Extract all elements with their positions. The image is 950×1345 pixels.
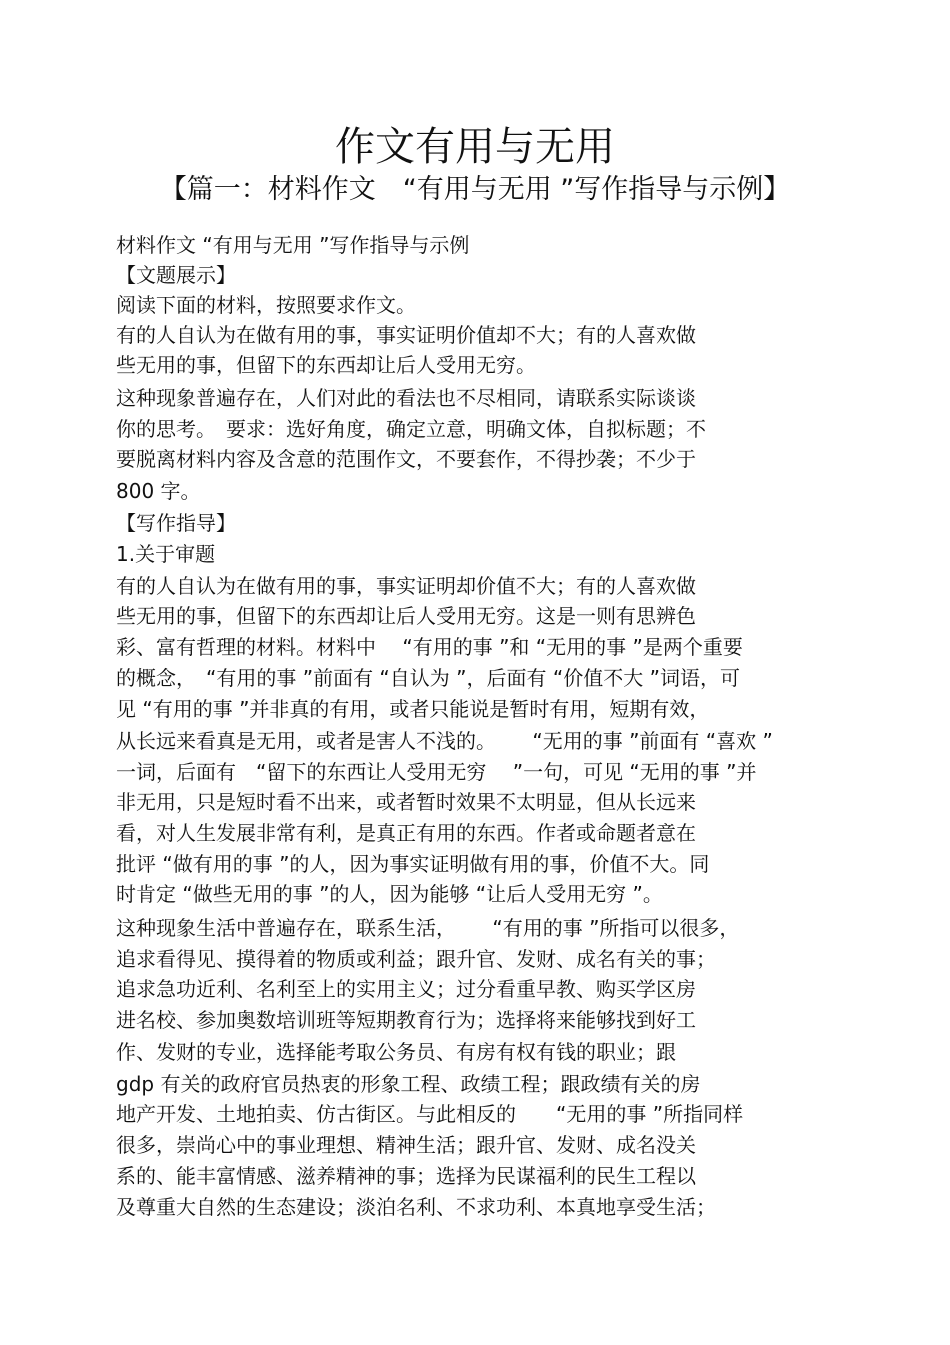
body-line: 的概念， “有用的事 ”前面有 “自认为 ”，后面有 “价值不大 ”词语，可 <box>116 666 740 690</box>
body-line: 追求看得见、摸得着的物质或利益；跟升官、发财、成名有关的事； <box>116 947 716 971</box>
body-line: 些无用的事，但留下的东西却让后人受用无穷。这是一则有思辨色 <box>116 604 696 628</box>
body-line: 看，对人生发展非常有利，是真正有用的东西。作者或命题者意在 <box>116 821 696 845</box>
body-line: 【文题展示】 <box>116 263 236 287</box>
body-line: 时肯定 “做些无用的事 ”的人，因为能够 “让后人受用无穷 ”。 <box>116 882 663 906</box>
body-line: 1.关于审题 <box>116 542 216 566</box>
body-line: 有的人自认为在做有用的事，事实证明价值却不大；有的人喜欢做 <box>116 323 696 347</box>
body-line: 材料作文 “有用与无用 ”写作指导与示例 <box>116 233 470 257</box>
body-line: 有的人自认为在做有用的事，事实证明却价值不大；有的人喜欢做 <box>116 574 696 598</box>
document-subtitle: 【篇一：材料作文 “有用与无用 ”写作指导与示例】 <box>159 174 791 205</box>
body-line: 你的思考。 要求：选好角度，确定立意，明确文体，自拟标题；不 <box>116 417 706 441</box>
body-line: 追求急功近利、名利至上的实用主义；过分看重早教、购买学区房 <box>116 977 696 1001</box>
body-line: 阅读下面的材料，按照要求作文。 <box>116 293 416 317</box>
body-line: 这种现象生活中普遍存在，联系生活， “有用的事 ”所指可以很多， <box>116 916 740 940</box>
body-line: 要脱离材料内容及含意的范围作文，不要套作，不得抄袭；不少于 <box>116 447 696 471</box>
body-line: 从长远来看真是无用，或者是害人不浅的。 “无用的事 ”前面有 “喜欢 ” <box>116 729 773 753</box>
body-line: 地产开发、土地拍卖、仿古街区。与此相反的 “无用的事 ”所指同样 <box>116 1102 744 1126</box>
body-line: 见 “有用的事 ”并非真的有用，或者只能说是暂时有用，短期有效， <box>116 697 710 721</box>
body-line: 一词，后面有 “留下的东西让人受用无穷 ”一句，可见 “无用的事 ”并 <box>116 760 757 784</box>
body-line: 非无用，只是短时看不出来，或者暂时效果不太明显，但从长远来 <box>116 790 696 814</box>
body-line: 批评 “做有用的事 ”的人，因为事实证明做有用的事，价值不大。同 <box>116 852 710 876</box>
body-line: 作、发财的专业，选择能考取公务员、有房有权有钱的职业；跟 <box>116 1040 676 1064</box>
body-line: 很多，崇尚心中的事业理想、精神生活；跟升官、发财、成名没关 <box>116 1133 696 1157</box>
body-line: 彩、富有哲理的材料。材料中 “有用的事 ”和 “无用的事 ”是两个重要 <box>116 635 743 659</box>
document-title: 作文有用与无用 <box>335 124 615 170</box>
body-line: 及尊重大自然的生态建设；淡泊名利、不求功利、本真地享受生活； <box>116 1195 716 1219</box>
body-line: gdp 有关的政府官员热衷的形象工程、政绩工程；跟政绩有关的房 <box>116 1072 701 1096</box>
body-line: 系的、能丰富情感、滋养精神的事；选择为民谋福利的民生工程以 <box>116 1164 696 1188</box>
body-line: 【写作指导】 <box>116 511 236 535</box>
body-line: 这种现象普遍存在，人们对此的看法也不尽相同，请联系实际谈谈 <box>116 386 696 410</box>
body-line: 些无用的事，但留下的东西却让后人受用无穷。 <box>116 353 536 377</box>
body-line: 进名校、参加奥数培训班等短期教育行为；选择将来能够找到好工 <box>116 1008 696 1032</box>
body-line: 800 字。 <box>116 479 201 503</box>
